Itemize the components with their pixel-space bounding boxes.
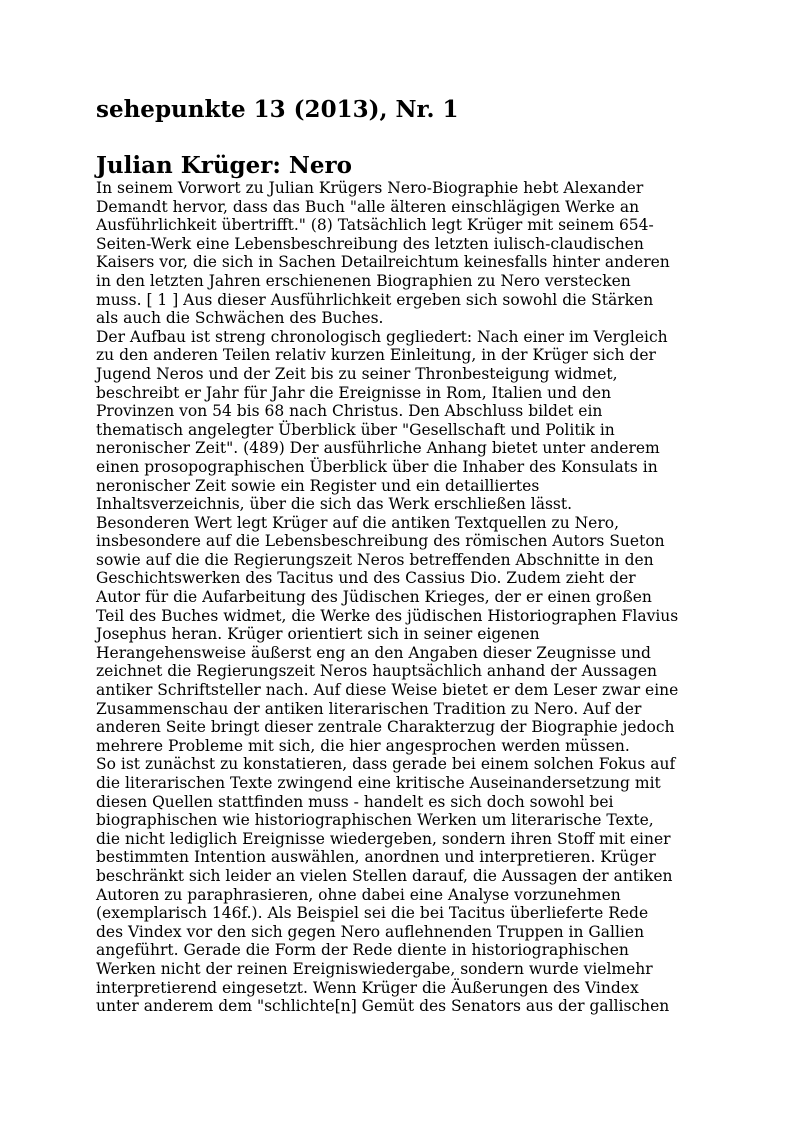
review-body — [96, 179, 716, 1016]
journal-citation: sehepunkte 13 (2013), Nr. 1 — [96, 96, 459, 123]
body-text-line: biographischen wie historiographischen Werken um literarische Texte, — [96, 811, 654, 830]
body-text-line: Kaisers vor, die sich in Sachen Detailreichtum keinesfalls hinter anderen — [96, 253, 670, 272]
body-text-line: Autoren zu paraphrasieren, ohne dabei eine Analyse vorzunehmen — [96, 885, 621, 904]
body-text-line: des Vindex vor den sich gegen Nero auflehnenden Truppen in Gallien — [96, 922, 645, 941]
body-text-line: beschreibt er Jahr für Jahr die Ereignisse in Rom, Italien und den — [96, 383, 612, 402]
body-text-line: Jugend Neros und der Zeit bis zu seiner Thronbesteigung widmet, — [96, 364, 618, 383]
body-text-line: Seiten-Werk eine Lebensbeschreibung des letzten iulisch-claudischen — [96, 234, 644, 253]
body-text-line: Provinzen von 54 bis 68 nach Christus. Den Abschluss bildet ein — [96, 402, 603, 421]
body-text-line: bestimmten Intention auswählen, anordnen und interpretieren. Krüger — [96, 848, 656, 867]
body-text-line: als auch die Schwächen des Buches. — [96, 309, 384, 328]
body-text-line: die nicht lediglich Ereignisse wiedergeben, sondern ihren Stoff mit einer — [96, 829, 671, 848]
body-text-line: anderen Seite bringt dieser zentrale Charakterzug der Biographie jedoch — [96, 718, 675, 737]
body-text-line: die literarischen Texte zwingend eine kritische Auseinandersetzung mit — [96, 774, 661, 792]
body-text-line: (exemplarisch 146f.). Als Beispiel sei die bei Tacitus überlieferte Rede — [96, 904, 649, 923]
body-text-line: neronischer Zeit sowie ein Register und ein detailliertes — [96, 476, 540, 495]
body-text-line: neronischer Zeit". (489) Der ausführliche Anhang bietet unter anderem — [96, 439, 660, 458]
body-text-line: muss. [ 1 ] Aus dieser Ausführlichkeit ergeben sich sowohl die Stärken — [96, 290, 654, 309]
body-text-line: insbesondere auf die Lebensbeschreibung des römischen Autors Sueton — [96, 532, 665, 551]
body-text-line: Besonderen Wert legt Krüger auf die antiken Textquellen zu Nero, — [96, 513, 620, 532]
body-text-line: diesen Quellen stattfinden muss - handelt es sich doch sowohl bei — [96, 792, 614, 811]
body-text-line: Der Aufbau ist streng chronologisch gegliedert: Nach einer im Vergleich — [96, 327, 668, 346]
body-text-line: So ist zunächst zu konstatieren, dass gerade bei einem solchen Fokus auf — [96, 755, 676, 774]
body-text-line: unter anderem dem "schlichte[n] Gemüt des Senators aus der gallischen — [96, 997, 670, 1016]
body-text-line: Werken nicht der reinen Ereigniswiedergabe, sondern wurde vielmehr — [96, 959, 653, 978]
body-text-line: zu den anderen Teilen relativ kurzen Einleitung, in der Krüger sich der — [96, 346, 656, 365]
body-text-line: In seinem Vorwort zu Julian Krügers Nero-Biographie hebt Alexander — [96, 179, 644, 197]
body-text-line: Josephus heran. Krüger orientiert sich in seiner eigenen — [96, 625, 540, 644]
body-text-line: beschränkt sich leider an vielen Stellen darauf, die Aussagen der antiken — [96, 866, 673, 885]
body-text-line: mehrere Probleme mit sich, die hier angesprochen werden müssen. — [96, 736, 630, 755]
body-text-line: Zusammenschau der antiken literarischen Tradition zu Nero. Auf der — [96, 699, 642, 718]
body-text-line: Teil des Buches widmet, die Werke des jüdischen Historiographen Flavius — [96, 606, 679, 625]
body-text-line: Demandt hervor, dass das Buch "alle älteren einschlägigen Werke an — [96, 197, 640, 216]
body-text-line: thematisch angelegter Überblick über "Gesellschaft und Politik in — [96, 420, 615, 439]
body-text-line: antiker Schriftsteller nach. Auf diese Weise bietet er dem Leser zwar eine — [96, 681, 679, 700]
body-text-line: Ausführlichkeit übertrifft." (8) Tatsächlich legt Krüger mit seinem 654- — [96, 216, 654, 235]
review-title: Julian Krüger: Nero — [96, 152, 352, 179]
body-text-line: Herangehensweise äußerst eng an den Angaben dieser Zeugnisse und — [96, 643, 651, 662]
body-text-line: angeführt. Gerade die Form der Rede diente in historiographischen — [96, 941, 629, 960]
body-text-line: Inhaltsverzeichnis, über die sich das Werk erschließen lässt. — [96, 495, 573, 514]
body-text-line: Geschichtswerken des Tacitus und des Cassius Dio. Zudem zieht der — [96, 569, 636, 588]
body-text-line: in den letzten Jahren erschienenen Biographien zu Nero verstecken — [96, 271, 631, 290]
body-text-line: zeichnet die Regierungszeit Neros hauptsächlich anhand der Aussagen — [96, 662, 658, 681]
body-text-line: interpretierend eingesetzt. Wenn Krüger die Äußerungen des Vindex — [96, 978, 639, 997]
body-text-line: Autor für die Aufarbeitung des Jüdischen Krieges, der er einen großen — [96, 588, 652, 607]
review-page — [96, 93, 716, 1016]
body-text-line: sowie auf die die Regierungszeit Neros betreffenden Abschnitte in den — [96, 550, 654, 569]
body-text-line: einen prosopographischen Überblick über die Inhaber des Konsulats in — [96, 457, 658, 476]
